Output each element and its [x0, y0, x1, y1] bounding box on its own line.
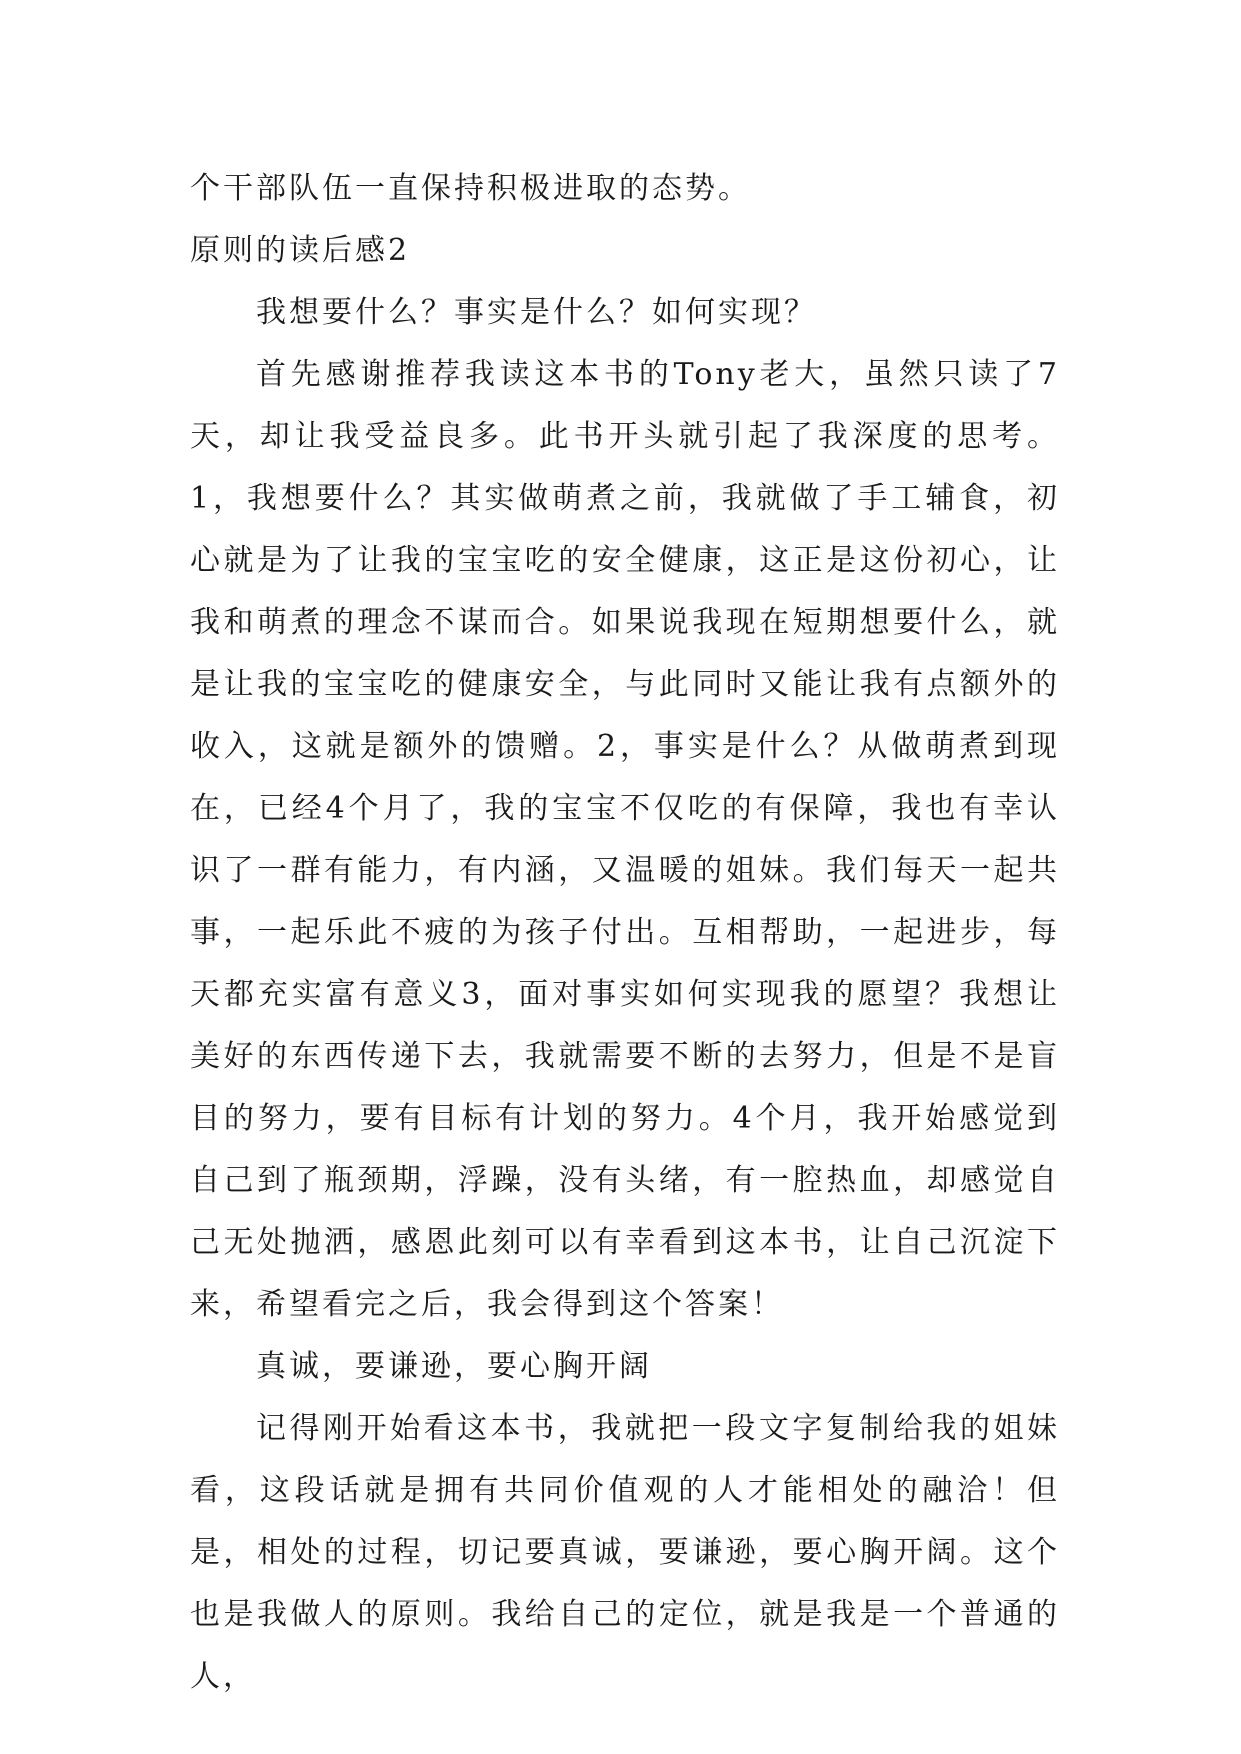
document-body — [190, 158, 1060, 1708]
section-heading: 原则的读后感2 — [190, 233, 411, 268]
subheading-sincerity: 真诚，要谦逊，要心胸开阔 — [256, 1349, 652, 1384]
paragraph-body: 首先感谢推荐我读这本书的Tony老大，虽然只读了7天，却让我受益良多。此书开头就引起了我深度的思考。1，我想要什么？其实做萌煮之前，我就做了手工辅食，初心就是为了让我的宝宝吃的安全健康，这正是这份初心，让我和萌煮的理念不谋而合。如果说我现在短期想要什么，就是让我的宝宝吃的健康安全，与此同时又能让我有点额外的收入，这就是额外的馈赠。2，事实是什么？从做萌煮到现在，已经4个月了，我的宝宝不仅吃的有保障，我也有幸认识了一群有能力，有内涵，又温暖的姐妹。我们每天一起共事，一起乐此不疲的为孩子付出。互相帮助，一起进步，每天都充实富有意义3，面对事实如何实现我的愿望？我想让美好的东西传递下去，我就需要不断的去努力，但是不是盲目的努力，要有目标有计划的努力。4个月，我开始感觉到自己到了瓶颈期，浮躁，没有头绪，有一腔热血，却感觉自己无处抛洒，感恩此刻可以有幸看到这本书，让自己沉淀下来，希望看完之后，我会得到这个答案！ — [190, 357, 1060, 1322]
subheading-questions: 我想要什么？事实是什么？如何实现？ — [256, 295, 817, 330]
paragraph-continuation: 个干部队伍一直保持积极进取的态势。 — [190, 171, 751, 206]
paragraph-body-2: 记得刚开始看这本书，我就把一段文字复制给我的姐妹看，这段话就是拥有共同价值观的人才能相处的融洽！但是，相处的过程，切记要真诚，要谦逊，要心胸开阔。这个也是我做人的原则。我给自己的定位，就是我是一个普通的人， — [190, 1411, 1060, 1694]
